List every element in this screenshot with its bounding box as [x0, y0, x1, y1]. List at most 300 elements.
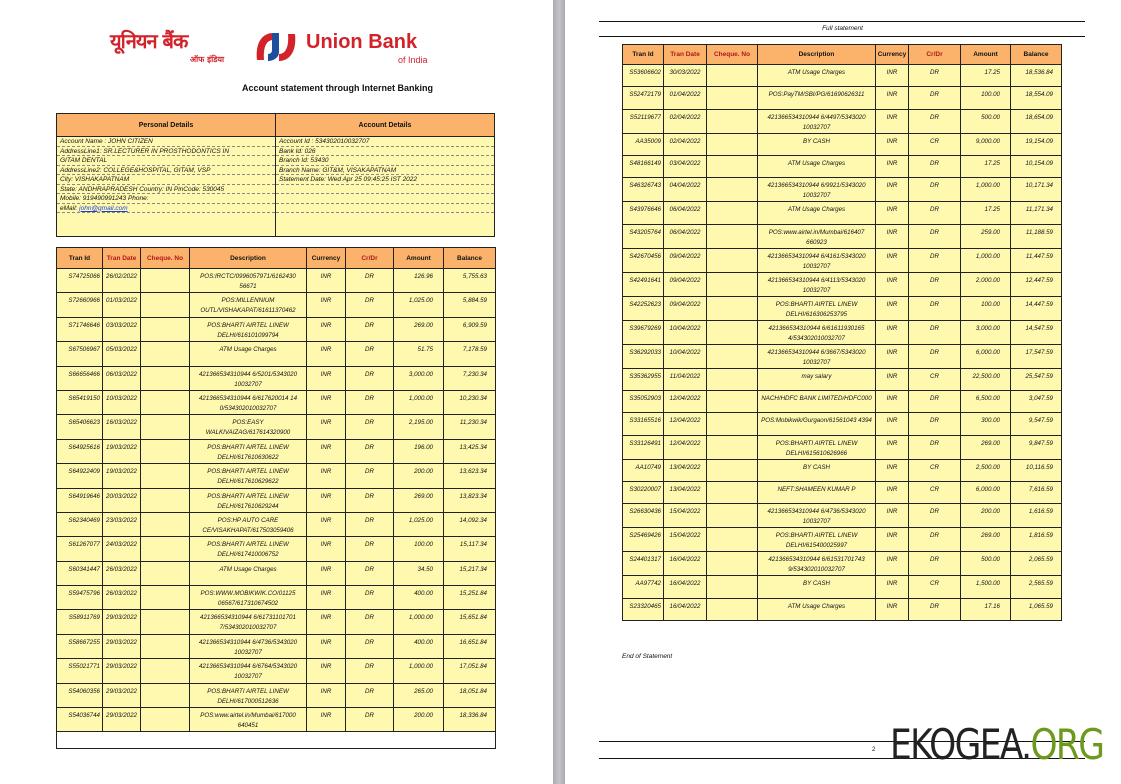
table-row — [623, 482, 1062, 504]
column-header-tran-date: Tran Date — [103, 248, 141, 269]
cell-amount: 1,500.00 — [961, 576, 1011, 598]
cell-cr-dr: DR — [346, 317, 394, 341]
cell-cheque-no — [707, 296, 758, 320]
cell-amount: 17.25 — [961, 156, 1011, 178]
table-row — [57, 439, 496, 463]
cell-tran-date: 13/04/2022 — [664, 482, 707, 504]
cell-description: BY CASH — [758, 576, 876, 598]
blank-line — [276, 204, 494, 214]
cell-cheque-no — [141, 439, 190, 463]
cell-currency: INR — [307, 659, 346, 683]
watermark — [890, 720, 1103, 769]
header-rule — [599, 36, 1085, 37]
cell-cr-dr: DR — [909, 224, 961, 248]
cell-cr-dr: DR — [346, 610, 394, 634]
cell-currency: INR — [307, 683, 346, 707]
cell-amount: 17.16 — [961, 598, 1011, 620]
cell-amount: 259.00 — [961, 224, 1011, 248]
table-row — [57, 683, 496, 707]
cell-currency: INR — [876, 391, 909, 413]
cell-balance: 1,816.59 — [1011, 528, 1062, 552]
cell-balance: 15,117.34 — [444, 537, 496, 561]
cell-balance: 11,230.34 — [444, 415, 496, 439]
column-header-description: Description — [758, 45, 876, 65]
cell-currency: INR — [307, 488, 346, 512]
cell-cheque-no — [707, 344, 758, 368]
cell-tran-date: 13/04/2022 — [664, 459, 707, 481]
cell-cr-dr: DR — [346, 342, 394, 366]
cell-amount: 1,000.00 — [394, 390, 444, 414]
account-id: Account Id : 534302010032707 — [276, 137, 494, 147]
cell-tran-id: S64925616 — [57, 439, 103, 463]
cell-balance: 7,178.59 — [444, 342, 496, 366]
cell-cr-dr: DR — [346, 439, 394, 463]
column-header-tran-id: Tran Id — [57, 248, 103, 269]
cell-tran-id: AA10749 — [623, 459, 664, 481]
cell-tran-date: 11/04/2022 — [664, 368, 707, 390]
cell-description: ATM Usage Charges — [758, 156, 876, 178]
cell-balance: 7,616.59 — [1011, 482, 1062, 504]
page-number: 2 — [872, 747, 876, 753]
cell-currency: INR — [307, 708, 346, 732]
cell-description: POS:BHARTI AIRTEL LINEW DELHI/617610630622 — [190, 439, 307, 463]
cell-tran-date: 01/03/2022 — [103, 293, 141, 317]
cell-cr-dr: CR — [909, 482, 961, 504]
cell-cheque-no — [707, 576, 758, 598]
table-row — [57, 634, 496, 658]
cell-amount: 1,000.00 — [394, 610, 444, 634]
cell-amount: 126.96 — [394, 269, 444, 293]
cell-currency: INR — [307, 586, 346, 610]
cell-tran-date: 26/03/2022 — [103, 586, 141, 610]
cell-tran-id: S48166149 — [623, 156, 664, 178]
cell-tran-id: S55021771 — [57, 659, 103, 683]
table-row — [623, 133, 1062, 155]
cell-cr-dr: DR — [909, 552, 961, 576]
cell-amount: 1,000.00 — [961, 248, 1011, 272]
cell-tran-id: S54036744 — [57, 708, 103, 732]
cell-currency: INR — [876, 272, 909, 296]
cell-cr-dr: DR — [909, 320, 961, 344]
cell-currency: INR — [876, 202, 909, 224]
table-row — [623, 391, 1062, 413]
cell-description: 421366534310944 6/4113/5343020 10032707 — [758, 272, 876, 296]
cell-description: 421366534310944 6/6764/5343020 10032707 — [190, 659, 307, 683]
table-row — [57, 342, 496, 366]
cell-cheque-no — [141, 586, 190, 610]
cell-currency: INR — [876, 552, 909, 576]
cell-cheque-no — [707, 459, 758, 481]
cell-balance: 14,092.34 — [444, 512, 496, 536]
cell-balance: 6,909.59 — [444, 317, 496, 341]
cell-tran-id: S58911769 — [57, 610, 103, 634]
cell-cheque-no — [707, 178, 758, 202]
bank-id: Bank Id: 026 — [276, 147, 494, 157]
cell-tran-date: 03/04/2022 — [664, 156, 707, 178]
table-row — [623, 272, 1062, 296]
cell-balance: 16,651.84 — [444, 634, 496, 658]
cell-tran-date: 26/02/2022 — [103, 269, 141, 293]
cell-amount: 2,500.00 — [961, 459, 1011, 481]
cell-currency: INR — [307, 464, 346, 488]
cell-currency: INR — [307, 537, 346, 561]
cell-cheque-no — [707, 413, 758, 435]
cell-amount: 200.00 — [394, 464, 444, 488]
cell-description: POS:BHARTI AIRTEL LINEW DELHI/617610629622 — [190, 464, 307, 488]
column-header-amount: Amount — [961, 45, 1011, 65]
page-separator — [553, 0, 565, 784]
cell-amount: 3,000.00 — [394, 366, 444, 390]
cell-balance: 19,154.09 — [1011, 133, 1062, 155]
cell-tran-id: S74725066 — [57, 269, 103, 293]
cell-balance: 9,847.59 — [1011, 435, 1062, 459]
logo-english-subtext: of India — [398, 55, 428, 65]
cell-description: ATM Usage Charges — [190, 561, 307, 585]
cell-amount: 269.00 — [961, 528, 1011, 552]
cell-amount: 196.00 — [394, 439, 444, 463]
cell-balance: 18,051.84 — [444, 683, 496, 707]
branch-id: Branch Id: 53430 — [276, 156, 494, 166]
cell-tran-id: S62340469 — [57, 512, 103, 536]
email-link[interactable]: john@gmail.com — [79, 204, 128, 212]
cell-cheque-no — [707, 156, 758, 178]
cell-description: 421366534310944 6/3667/5343020 10032707 — [758, 344, 876, 368]
table-row — [57, 561, 496, 585]
cell-balance: 13,623.34 — [444, 464, 496, 488]
cell-cheque-no — [707, 320, 758, 344]
cell-tran-date: 15/04/2022 — [664, 528, 707, 552]
cell-amount: 269.00 — [394, 317, 444, 341]
mobile-phone: Mobile: 919490991243 Phone: — [57, 194, 275, 204]
cell-amount: 17.25 — [961, 65, 1011, 87]
cell-amount: 100.00 — [394, 537, 444, 561]
cell-tran-id: S42252623 — [623, 296, 664, 320]
column-header-currency: Currency — [307, 248, 346, 269]
cell-amount: 200.00 — [394, 708, 444, 732]
cell-tran-date: 24/03/2022 — [103, 537, 141, 561]
table-header-row — [57, 248, 496, 269]
cell-description: NACH/HDFC BANK LIMITED/HDFC000 — [758, 391, 876, 413]
column-header-cr-dr: Cr/Dr — [346, 248, 394, 269]
cell-description: 421366534310944 6/4161/5343020 10032707 — [758, 248, 876, 272]
cell-description: POS:EASY WALKIVAIZAG/617614320900 — [190, 415, 307, 439]
table-row — [623, 504, 1062, 528]
cell-tran-date: 01/04/2022 — [664, 87, 707, 109]
statement-page-1 — [0, 0, 553, 784]
cell-tran-date: 12/04/2022 — [664, 413, 707, 435]
cell-description: POS:www.airtel.in/Mumbai/616407 660923 — [758, 224, 876, 248]
table-footer-row — [57, 732, 496, 749]
cell-cr-dr: DR — [346, 586, 394, 610]
table-row — [623, 65, 1062, 87]
cell-tran-id: S26630436 — [623, 504, 664, 528]
table-row — [623, 248, 1062, 272]
cell-balance: 11,447.59 — [1011, 248, 1062, 272]
cell-description: POS:BHARTI AIRTEL LINEW DELHI/616101099794 — [190, 317, 307, 341]
state-country-pincode: State: ANDHRAPRADESH Country: IN PinCode: 530045 — [57, 185, 275, 195]
cell-tran-id: S66656466 — [57, 366, 103, 390]
cell-balance: 5,884.59 — [444, 293, 496, 317]
cell-cr-dr: DR — [346, 390, 394, 414]
cell-tran-id: S52119677 — [623, 109, 664, 133]
cell-balance: 3,047.59 — [1011, 391, 1062, 413]
email-label: eMail: — [60, 204, 80, 212]
cell-cheque-no — [707, 391, 758, 413]
cell-tran-id: S64922409 — [57, 464, 103, 488]
cell-cr-dr: DR — [909, 344, 961, 368]
cell-balance: 13,425.34 — [444, 439, 496, 463]
table-row — [623, 528, 1062, 552]
cell-balance: 15,217.34 — [444, 561, 496, 585]
cell-cheque-no — [707, 65, 758, 87]
cell-balance: 10,116.59 — [1011, 459, 1062, 481]
cell-description: POS:IRCTC/0996057971/6162430 56671 — [190, 269, 307, 293]
cell-tran-date: 30/03/2022 — [664, 65, 707, 87]
table-row — [623, 224, 1062, 248]
cell-cr-dr: DR — [346, 464, 394, 488]
cell-amount: 200.00 — [961, 504, 1011, 528]
cell-balance: 17,547.59 — [1011, 344, 1062, 368]
cell-currency: INR — [876, 435, 909, 459]
cell-tran-date: 09/04/2022 — [664, 248, 707, 272]
cell-description: 421366534310944 6/5201/5343020 10032707 — [190, 366, 307, 390]
cell-amount: 400.00 — [394, 634, 444, 658]
cell-cr-dr: DR — [346, 512, 394, 536]
cell-tran-date: 29/03/2022 — [103, 708, 141, 732]
cell-cr-dr: DR — [346, 293, 394, 317]
cell-currency: INR — [876, 504, 909, 528]
cell-tran-id: S58667255 — [57, 634, 103, 658]
cell-balance: 18,654.09 — [1011, 109, 1062, 133]
personal-details — [57, 114, 276, 236]
cell-cheque-no — [707, 598, 758, 620]
table-row — [623, 368, 1062, 390]
cell-tran-id: S59475796 — [57, 586, 103, 610]
cell-tran-id: S30220007 — [623, 482, 664, 504]
cell-amount: 3,000.00 — [961, 320, 1011, 344]
cell-tran-date: 12/04/2022 — [664, 391, 707, 413]
cell-cr-dr: DR — [346, 269, 394, 293]
cell-balance: 1,616.59 — [1011, 504, 1062, 528]
cell-currency: INR — [876, 320, 909, 344]
cell-balance: 13,823.34 — [444, 488, 496, 512]
table-row — [57, 537, 496, 561]
address-line-1-cont: GITAM DENTAL — [57, 156, 275, 166]
cell-amount: 6,500.00 — [961, 391, 1011, 413]
cell-description: POS:BHARTI AIRTEL LINEW DELHI/617000512636 — [190, 683, 307, 707]
column-header-cr-dr: Cr/Dr — [909, 45, 961, 65]
cell-cheque-no — [707, 528, 758, 552]
table-row — [623, 87, 1062, 109]
cell-description: 421366534310944 6/4497/5343020 10032707 — [758, 109, 876, 133]
cell-tran-date: 19/03/2022 — [103, 439, 141, 463]
cell-balance: 12,447.59 — [1011, 272, 1062, 296]
table-header-row — [623, 45, 1062, 65]
cell-tran-date: 09/04/2022 — [664, 272, 707, 296]
cell-cheque-no — [707, 435, 758, 459]
cell-cheque-no — [141, 342, 190, 366]
cell-description: BY CASH — [758, 133, 876, 155]
cell-balance: 1,065.59 — [1011, 598, 1062, 620]
table-row — [57, 269, 496, 293]
cell-description: 421366534310944 6/4736/5343020 10032707 — [190, 634, 307, 658]
cell-cr-dr: DR — [909, 202, 961, 224]
cell-cheque-no — [141, 366, 190, 390]
cell-amount: 2,195.00 — [394, 415, 444, 439]
cell-tran-date: 16/04/2022 — [664, 598, 707, 620]
cell-cheque-no — [141, 610, 190, 634]
cell-balance: 7,230.34 — [444, 366, 496, 390]
cell-balance: 15,651.84 — [444, 610, 496, 634]
cell-cr-dr: DR — [909, 598, 961, 620]
address-line-1: AddressLine1: SR.LECTURER IN PROSTHODONTICS IN — [57, 147, 275, 157]
cell-tran-id: S54060356 — [57, 683, 103, 707]
cell-tran-date: 09/04/2022 — [664, 296, 707, 320]
cell-description: POS:www.airtel.in/Mumbai/617000 640451 — [190, 708, 307, 732]
cell-description: ATM Usage Charges — [758, 202, 876, 224]
table-row — [57, 293, 496, 317]
cell-tran-date: 29/03/2022 — [103, 683, 141, 707]
cell-cheque-no — [141, 634, 190, 658]
cell-currency: INR — [876, 65, 909, 87]
cell-balance: 18,536.84 — [1011, 65, 1062, 87]
column-header-balance: Balance — [444, 248, 496, 269]
cell-description: 421366534310944 6/61731101701 7/534302010032707 — [190, 610, 307, 634]
cell-tran-date: 16/03/2022 — [103, 415, 141, 439]
cell-tran-id: S65406623 — [57, 415, 103, 439]
logo-hindi-text: यूनियन बैंक — [110, 29, 188, 53]
cell-amount: 9,000.00 — [961, 133, 1011, 155]
cell-balance: 11,188.59 — [1011, 224, 1062, 248]
cell-balance: 15,251.84 — [444, 586, 496, 610]
cell-cr-dr: DR — [909, 156, 961, 178]
cell-description: 421366534310944 6/4736/5343020 10032707 — [758, 504, 876, 528]
cell-balance: 17,051.84 — [444, 659, 496, 683]
cell-amount: 6,000.00 — [961, 344, 1011, 368]
cell-amount: 6,000.00 — [961, 482, 1011, 504]
table-row — [623, 344, 1062, 368]
cell-description: POS:BHARTI AIRTEL LINEW DELHI/615610626966 — [758, 435, 876, 459]
cell-currency: INR — [876, 459, 909, 481]
cell-amount: 265.00 — [394, 683, 444, 707]
cell-currency: INR — [876, 156, 909, 178]
cell-cheque-no — [141, 390, 190, 414]
cell-balance: 25,547.59 — [1011, 368, 1062, 390]
cell-description: ATM Usage Charges — [758, 598, 876, 620]
cell-amount: 1,025.00 — [394, 512, 444, 536]
cell-currency: INR — [307, 439, 346, 463]
cell-tran-date: 06/03/2022 — [103, 366, 141, 390]
cell-tran-id: S25469426 — [623, 528, 664, 552]
cell-description: BY CASH — [758, 459, 876, 481]
cell-tran-date: 06/04/2022 — [664, 202, 707, 224]
cell-cheque-no — [707, 133, 758, 155]
cell-amount: 1,025.00 — [394, 293, 444, 317]
cell-cheque-no — [707, 368, 758, 390]
cell-cr-dr: DR — [346, 366, 394, 390]
cell-balance: 9,547.59 — [1011, 413, 1062, 435]
city: City: VISHAKAPATNAM — [57, 175, 275, 185]
end-of-statement: End of Statement — [622, 653, 673, 660]
cell-tran-date: 26/03/2022 — [103, 561, 141, 585]
table-row — [623, 576, 1062, 598]
cell-tran-date: 10/04/2022 — [664, 320, 707, 344]
cell-tran-date: 02/04/2022 — [664, 109, 707, 133]
cell-currency: INR — [307, 342, 346, 366]
cell-currency: INR — [307, 512, 346, 536]
table-row — [623, 598, 1062, 620]
cell-cheque-no — [707, 202, 758, 224]
cell-description: 421366534310944 6/9921/5343020 10032707 — [758, 178, 876, 202]
cell-tran-date: 29/03/2022 — [103, 610, 141, 634]
cell-tran-date: 29/03/2022 — [103, 659, 141, 683]
cell-cr-dr: DR — [346, 634, 394, 658]
union-bank-logo — [110, 30, 440, 68]
cell-tran-id: S43205764 — [623, 224, 664, 248]
cell-cr-dr: DR — [909, 435, 961, 459]
cell-tran-id: S33165516 — [623, 413, 664, 435]
table-row — [623, 435, 1062, 459]
cell-balance: 2,065.59 — [1011, 552, 1062, 576]
cell-tran-date: 19/03/2022 — [103, 464, 141, 488]
running-header: Full statement — [822, 25, 863, 32]
cell-amount: 500.00 — [961, 109, 1011, 133]
cell-tran-id: S33126491 — [623, 435, 664, 459]
cell-cr-dr: DR — [909, 296, 961, 320]
cell-tran-date: 06/04/2022 — [664, 224, 707, 248]
cell-currency: INR — [307, 390, 346, 414]
cell-cr-dr: DR — [909, 87, 961, 109]
cell-tran-date: 23/03/2022 — [103, 512, 141, 536]
cell-tran-id: S60341447 — [57, 561, 103, 585]
cell-cr-dr: DR — [909, 272, 961, 296]
table-row — [623, 320, 1062, 344]
header-rule — [599, 21, 1085, 22]
cell-cheque-no — [707, 552, 758, 576]
cell-balance: 14,447.59 — [1011, 296, 1062, 320]
cell-amount: 1,000.00 — [394, 659, 444, 683]
cell-description: may salary — [758, 368, 876, 390]
cell-tran-date: 20/03/2022 — [103, 488, 141, 512]
table-row — [623, 413, 1062, 435]
cell-cr-dr: CR — [909, 576, 961, 598]
cell-currency: INR — [876, 87, 909, 109]
table-row — [57, 317, 496, 341]
cell-cheque-no — [707, 248, 758, 272]
cell-tran-date: 03/03/2022 — [103, 317, 141, 341]
cell-cheque-no — [141, 317, 190, 341]
blank-line — [276, 194, 494, 204]
cell-description: 421366534310944 6/617620014 14 0/534302010032707 — [190, 390, 307, 414]
cell-cr-dr: DR — [346, 415, 394, 439]
cell-tran-date: 02/04/2022 — [664, 133, 707, 155]
cell-tran-id: S53606602 — [623, 65, 664, 87]
cell-tran-date: 15/04/2022 — [664, 504, 707, 528]
cell-description: POS:BHARTI AIRTEL LINEW DELHI/616306253795 — [758, 296, 876, 320]
cell-currency: INR — [876, 482, 909, 504]
cell-cr-dr: DR — [346, 683, 394, 707]
cell-tran-id: S42491641 — [623, 272, 664, 296]
union-bank-emblem-icon — [253, 30, 299, 64]
cell-currency: INR — [307, 634, 346, 658]
column-header-description: Description — [190, 248, 307, 269]
table-row — [57, 366, 496, 390]
cell-tran-id: S67506967 — [57, 342, 103, 366]
cell-currency: INR — [876, 576, 909, 598]
table-row — [623, 459, 1062, 481]
email-line — [57, 204, 275, 214]
cell-tran-id: AA97742 — [623, 576, 664, 598]
